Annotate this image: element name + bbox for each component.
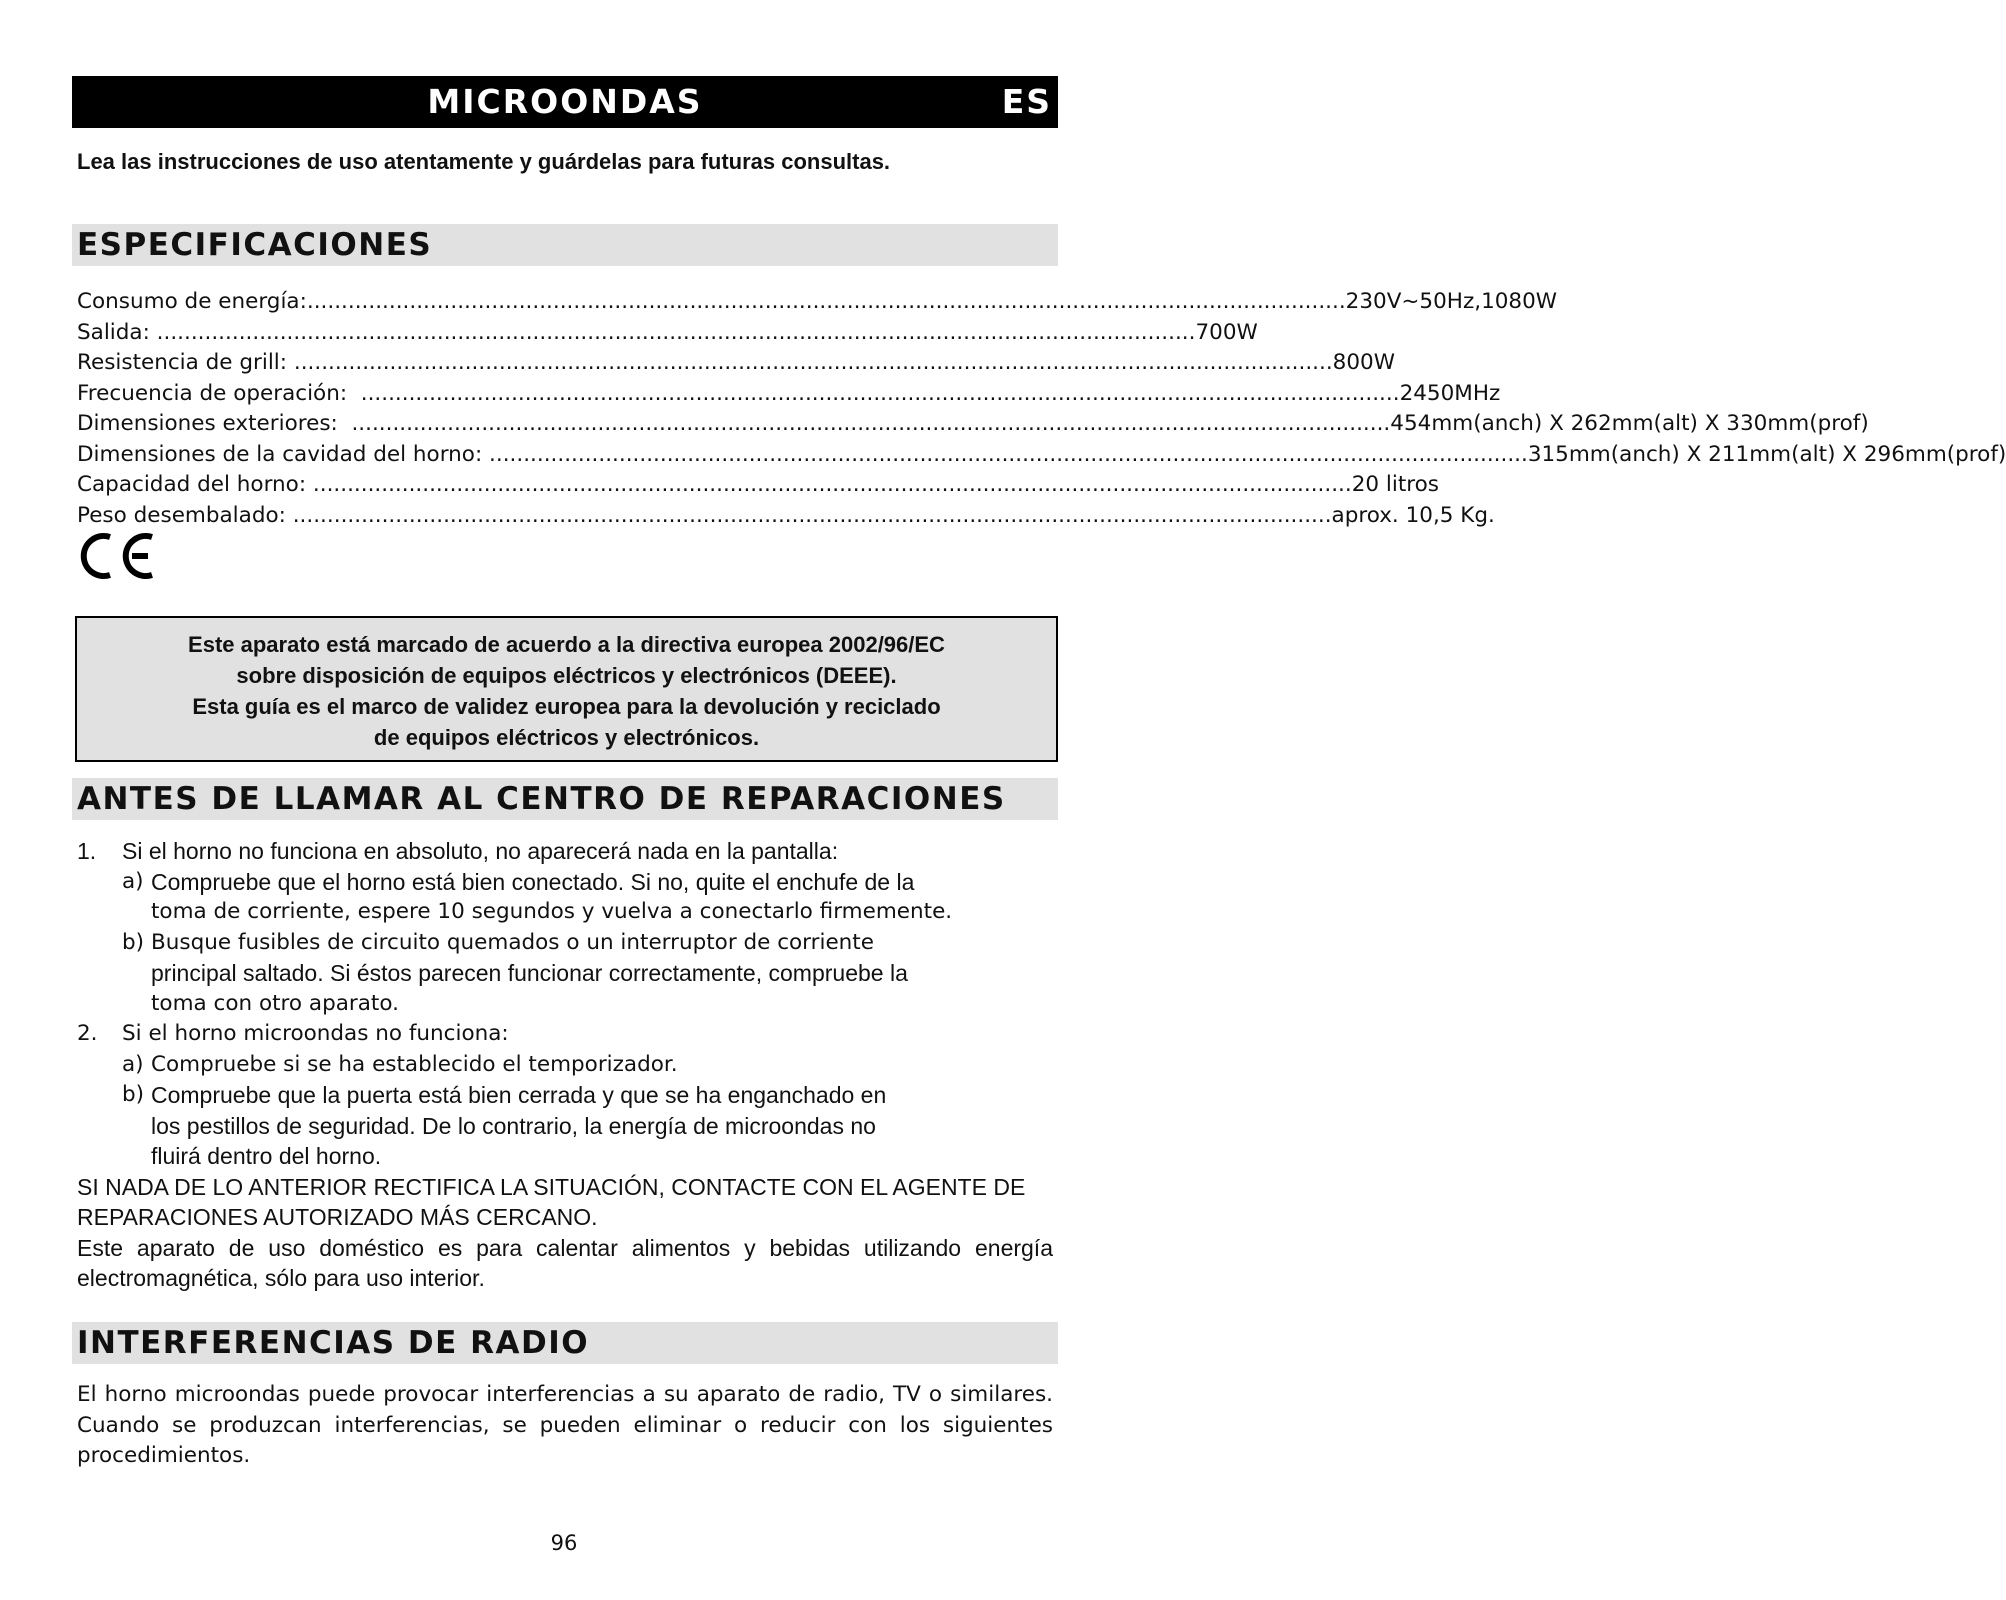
spec-row: Capacidad del horno: ........................................................................................................................................................ 20 litros [77, 470, 1053, 501]
radio-text: El horno microondas puede provocar interferencias a su aparato de radio, TV o similares. Cuando se produzcan interferencias, se pueden eliminar o reducir con los siguientes procedimientos. [77, 1382, 1053, 1468]
ce-mark-icon [74, 527, 158, 585]
spec-label: Peso desembalado: [77, 502, 286, 528]
title-bar [72, 76, 1058, 128]
spec-value: 230V~50Hz,1080W [1345, 289, 1558, 314]
spec-row: Consumo de energía: ........................................................................................................................................................ 230V~50Hz,1080W [77, 287, 1053, 318]
list-item: 2. Si el horno microondas no funciona: [77, 1021, 509, 1046]
spec-label: Resistencia de grill: [77, 350, 288, 375]
spec-row: Dimensiones de la cavidad del horno: ........................................................................................................................................................ 315mm(anch) X 211mm(alt) X 296mm(prof) [77, 440, 1053, 471]
radio-heading: INTERFERENCIAS DE RADIO [72, 1322, 1058, 1364]
spec-label: Dimensiones exteriores: [77, 411, 338, 436]
spec-value: 20 litros [1351, 472, 1439, 497]
spec-value: 454mm(anch) X 262mm(alt) X 330mm(prof) [1390, 411, 1869, 436]
spec-row: Frecuencia de operación: ........................................................................................................................................................ 2450MHz [77, 379, 1053, 410]
spec-value: 700W [1195, 319, 1258, 345]
spec-row: Peso desembalado: ........................................................................................................................................................ aprox. 10,5 Kg. [77, 501, 1053, 532]
spec-label: Salida: [77, 319, 150, 345]
spec-value: 800W [1332, 350, 1395, 375]
repair-list [77, 836, 1053, 1294]
spec-value: 2450MHz [1399, 380, 1501, 406]
repair-heading: ANTES DE LLAMAR AL CENTRO DE REPARACIONES [72, 778, 1058, 820]
page-number: 96 [550, 1531, 578, 1555]
notice-line: Este aparato está marcado de acuerdo a la directiva europea 2002/96/EC [188, 632, 945, 657]
notice-line: sobre disposición de equipos eléctricos y electrónicos (DEEE). [236, 663, 897, 688]
notice-line: Esta guía es el marco de validez europea para la devolución y reciclado [192, 694, 941, 719]
language-code: ES [1001, 82, 1052, 121]
spec-value: 315mm(anch) X 211mm(alt) X 296mm(prof) [1527, 441, 2006, 467]
spec-label: Frecuencia de operación: [77, 380, 348, 406]
list-subitem: b) Compruebe que la puerta está bien cerrada y que se ha enganchado en los pestillos de seguridad. De lo contrario, la energía de microondas no fluirá dentro del horno. [122, 1082, 887, 1169]
specs-heading: ESPECIFICACIONES [72, 224, 1058, 266]
spec-value: aprox. 10,5 Kg. [1331, 502, 1495, 528]
spec-row: Resistencia de grill: ........................................................................................................................................................ 800W [77, 348, 1053, 379]
spec-label: Dimensiones de la cavidad del horno: [77, 441, 483, 467]
spec-label: Capacidad del horno: [77, 472, 307, 497]
spec-row: Dimensiones exteriores: ........................................................................................................................................................ 454mm(anch) X 262mm(alt) X 330mm(prof) [77, 409, 1053, 440]
specs-list [77, 287, 2006, 531]
spec-row: Salida: ........................................................................................................................................................ 700W [77, 318, 1053, 349]
list-subitem: a) Compruebe si se ha establecido el temporizador. [122, 1051, 678, 1077]
notice-line: de equipos eléctricos y electrónicos. [373, 725, 760, 750]
spec-label: Consumo de energía: [77, 289, 307, 314]
repair-warning: SI NADA DE LO ANTERIOR RECTIFICA LA SITUACIÓN, CONTACTE CON EL AGENTE DE REPARACIONES AUTORIZADO MÁS CERCANO. [77, 1173, 1026, 1230]
list-subitem: a) Compruebe que el horno está bien conectado. Si no, quite el enchufe de la toma de corriente, espere 10 segundos y vuelva a conectarlo firmemente. [122, 868, 953, 924]
list-item: 1. Si el horno no funciona en absoluto, no aparecerá nada en la pantalla: [77, 838, 839, 864]
usage-note: Este aparato de uso doméstico es para calentar alimentos y bebidas utilizando energía electromagnética, sólo para uso interior. [77, 1234, 1053, 1291]
intro-text: Lea las instrucciones de uso atentamente y guárdelas para futuras consultas. [77, 149, 891, 174]
list-subitem: b) Busque fusibles de circuito quemados o un interruptor de corriente principal saltado. Si éstos parecen funcionar correctamente, compruebe la toma con otro aparato. [122, 929, 908, 1016]
page-title: MICROONDAS [427, 82, 703, 121]
weee-notice-box [75, 616, 1058, 762]
